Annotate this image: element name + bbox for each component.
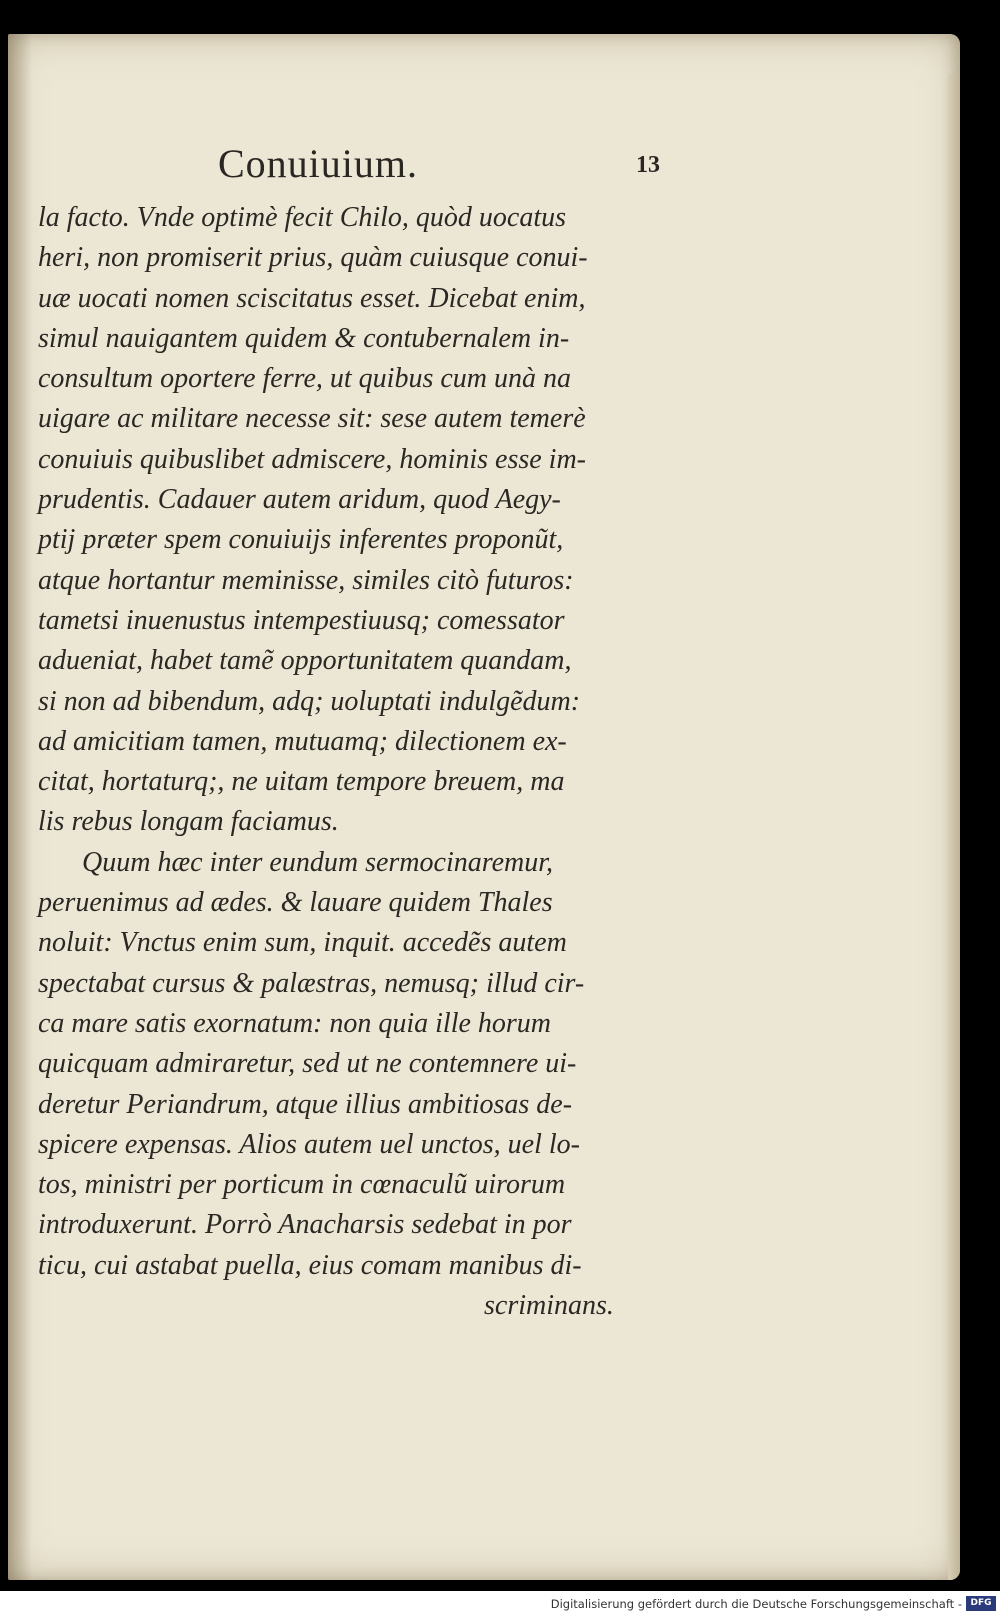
text-line: prudentis. Cadauer autem aridum, quod Aegy- [38, 484, 561, 516]
text-line: spicere expensas. Alios autem uel unctos, uel lo- [38, 1128, 580, 1160]
body-text [38, 198, 658, 1326]
text-line: ca mare satis exornatum: non quia ille horum [38, 1007, 552, 1039]
text-line: ad amicitiam tamen, mutuamq; dilectionem ex- [38, 725, 567, 757]
text-line: uæ uocati nomen sciscitatus esset. Dicebat enim, [38, 282, 586, 314]
text-line: consultum oportere ferre, ut quibus cum unà na [38, 363, 571, 395]
text-line: uigare ac militare necesse sit: sese autem temerè [38, 403, 586, 435]
page-edge [948, 74, 960, 1580]
text-line: si non ad bibendum, adq; uoluptati indulgẽdum: [38, 685, 581, 717]
text-line: spectabat cursus & palæstras, nemusq; illud cir- [38, 967, 585, 999]
text-line: noluit: Vnctus enim sum, inquit. accedẽs autem [38, 927, 567, 959]
text-line: adueniat, habet tamẽ opportunitatem quandam, [38, 645, 572, 677]
text-line: lis rebus longam faciamus. [38, 806, 339, 838]
text-line: simul nauigantem quidem & contubernalem in- [38, 322, 570, 354]
digitization-footer [0, 1591, 1000, 1615]
text-line: deretur Periandrum, atque illius ambitiosas de- [38, 1088, 573, 1120]
text-line: atque hortantur meminisse, similes citò futuros: [38, 564, 574, 596]
paragraph-start-line: Quum hæc inter eundum sermocinaremur, [82, 846, 554, 878]
text-line: ticu, cui astabat puella, eius comam manibus di- [38, 1249, 582, 1281]
funding-note: Digitalisierung gefördert durch die Deutsche Forschungsgemeinschaft - [550, 1597, 962, 1611]
page-header [8, 120, 960, 184]
text-line: introduxerunt. Porrò Anacharsis sedebat in por [38, 1209, 572, 1241]
text-line: quicquam admiraretur, sed ut ne contemnere ui- [38, 1048, 577, 1080]
text-line: la facto. Vnde optimè fecit Chilo, quòd uocatus [38, 202, 567, 233]
text-line: heri, non promiserit prius, quàm cuiusque conui- [38, 242, 588, 274]
running-title: Conuiuium. [218, 141, 419, 186]
folio-number: 13 [636, 152, 660, 178]
text-line: citat, hortaturq;, ne uitam tempore breuem, ma [38, 766, 565, 798]
text-line: peruenimus ad ædes. & lauare quidem Thales [38, 887, 553, 919]
dfg-logo-icon: DFG [966, 1596, 996, 1611]
catchword-line: scriminans. [484, 1290, 614, 1322]
text-line: ptij præter spem conuiuijs inferentes proponũt, [38, 524, 564, 556]
text-line: conuiuis quibuslibet admiscere, hominis esse im- [38, 443, 587, 475]
book-page [8, 34, 960, 1580]
text-line: tos, ministri per porticum in cœnaculũ uirorum [38, 1169, 566, 1201]
text-line: tametsi inuenustus intempestiuusq; comessator [38, 604, 565, 636]
